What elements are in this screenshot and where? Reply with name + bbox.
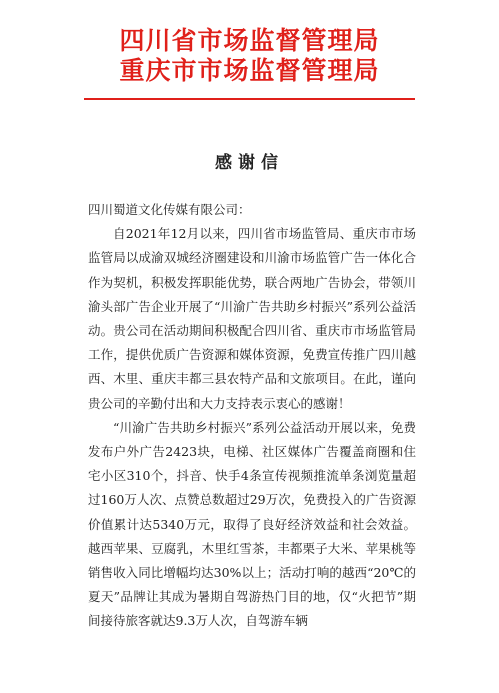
letterhead-sichuan: 四川省市场监督管理局 xyxy=(119,26,380,55)
letterhead-chongqing: 重庆市市场监督管理局 xyxy=(119,56,380,85)
letter-body xyxy=(88,198,416,634)
paragraph-1: 自2021年12月以来，四川省市场监管局、重庆市市场监管局以成渝双城经济圈建设和川渝市场监管广告一体化合作为契机，积极发挥职能优势，联合两地广告协会，带领川渝头部广告企业开展了“川渝广告共助乡村振兴”系列公益活动。贵公司在活动期间积极配合四川省、重庆市市场监管局工作，提供优质广告资源和媒体资源，免费宣传推广四川越西、木里、重庆丰都三县农特产品和文旅项目。在此，谨向贵公司的辛勤付出和大力支持表示衷心的感谢！ xyxy=(88,226,416,411)
letterhead-divider xyxy=(84,98,415,100)
paragraph-2: “川渝广告共助乡村振兴”系列公益活动开展以来，免费发布户外广告2423块，电梯、社区媒体广告覆盖商圈和住宅小区310个，抖音、快手4条宣传视频推流单条浏览量超过160万人次、点赞总数超过29万次，免费投入的广告资源价值累计达5340万元，取得了良好经济效益和社会效益。越西苹果、豆腐乳，木里红雪茶，丰都栗子大米、苹果桃等销售收入同比增幅均达30%以上；活动打响的越西“20℃的夏天”品牌让其成为暑期自驾游热门目的地，仅“火把节”期间接待旅客就达9.3万人次，自驾游车辆 xyxy=(88,419,416,629)
salutation: 四川蜀道文化传媒有限公司： xyxy=(88,202,251,217)
letter-title: 感谢信 xyxy=(215,153,284,173)
letterhead xyxy=(0,26,499,86)
